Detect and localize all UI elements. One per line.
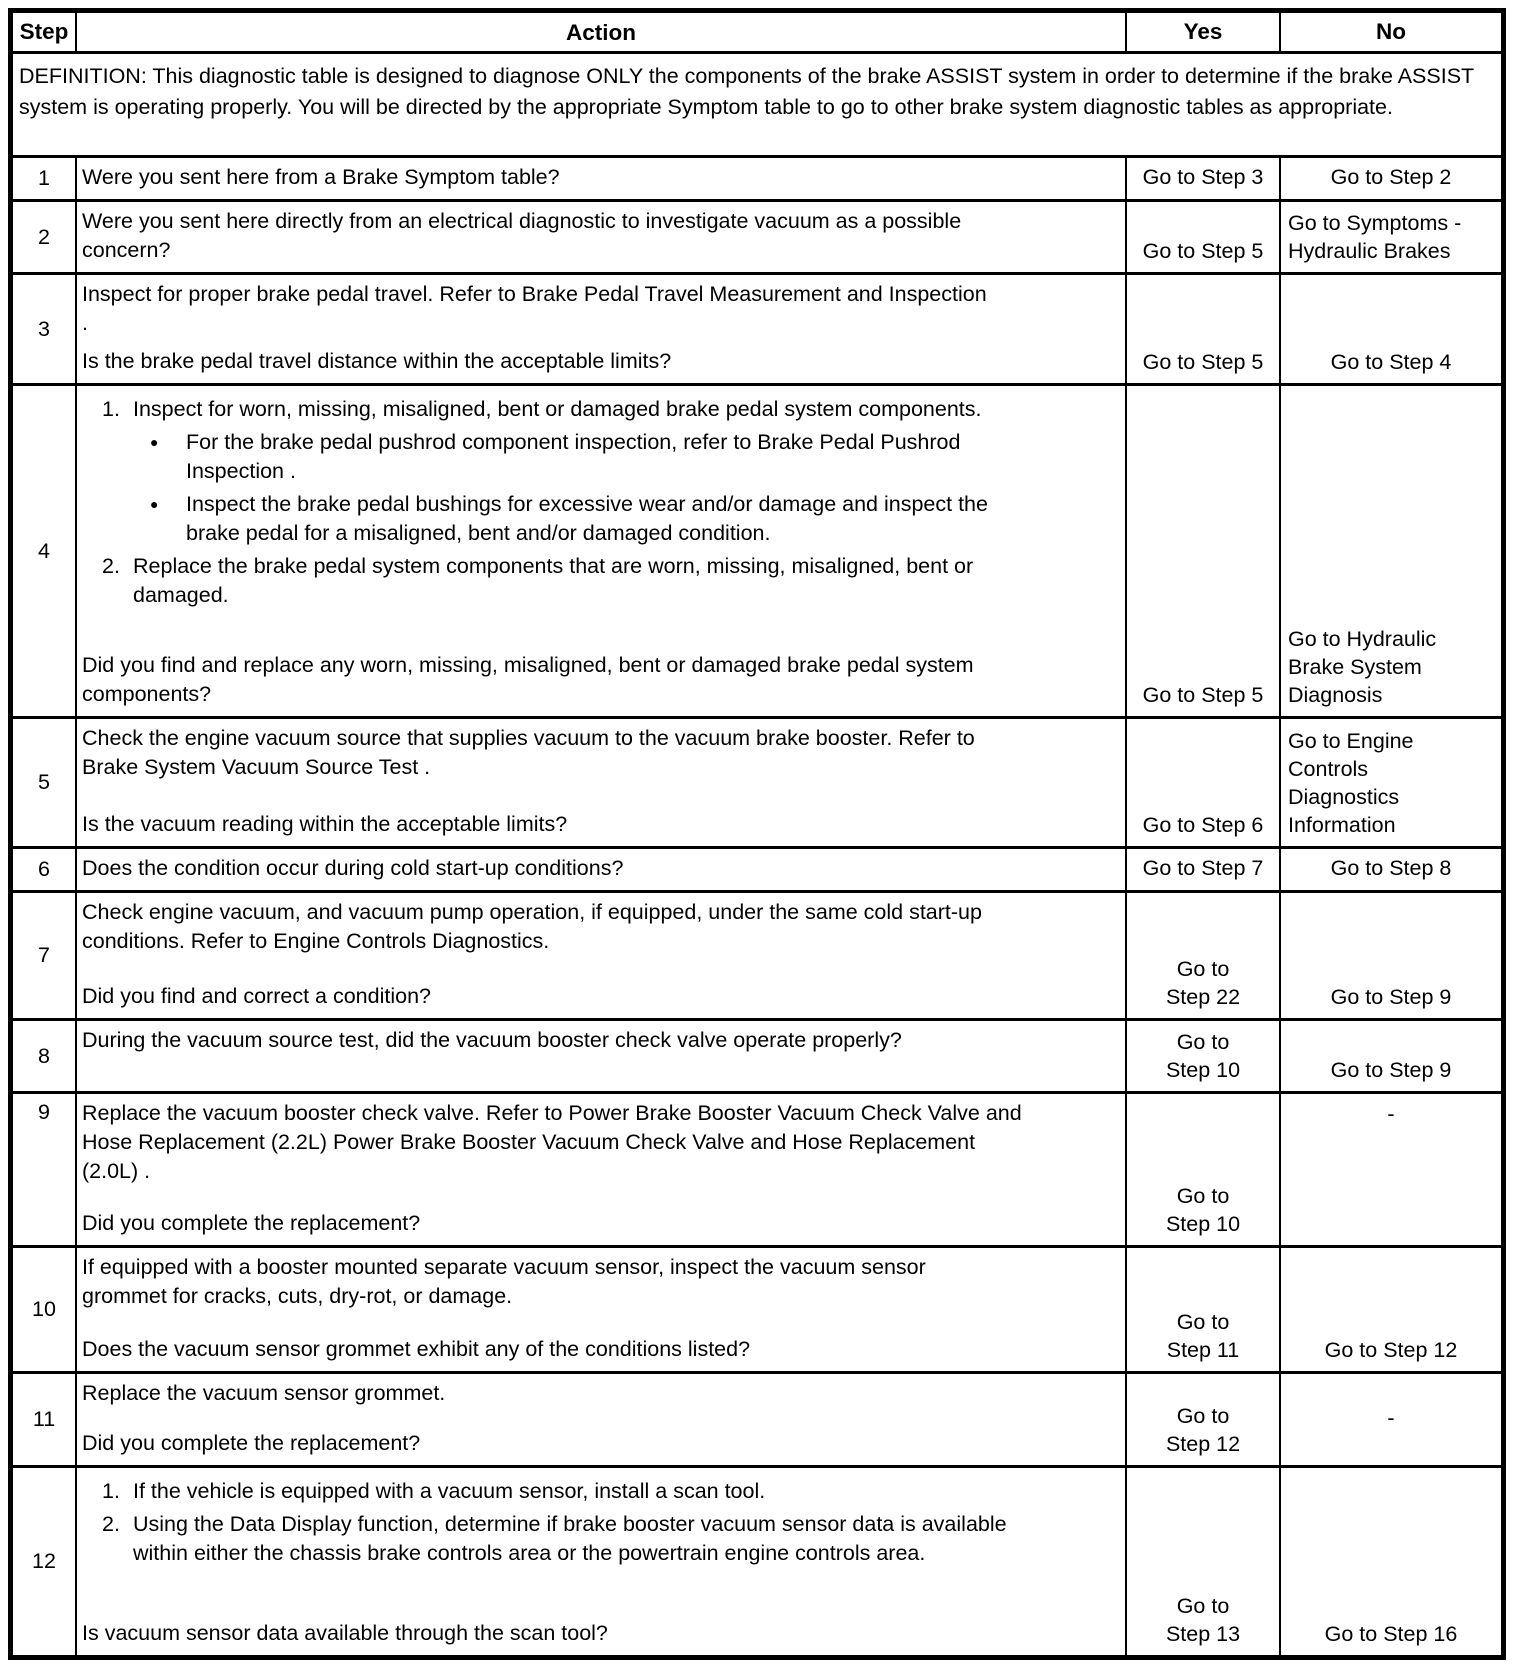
no-cell [1281, 1374, 1501, 1465]
step-number: 4 [13, 386, 77, 716]
no-line: - [1387, 1102, 1395, 1126]
action-cell [77, 1374, 1125, 1465]
table-row [13, 272, 1501, 383]
yes-line: Step 22 [1165, 985, 1241, 1009]
definition-text: DEFINITION: This diagnostic table is designed to diagnose ONLY the components of the brake ASSIST system in order to determine if the brake ASSIST system is operating properly. You will be directed by the appropriate Symptom table to go to other brake system diagnostic tables as appropriate. [19, 64, 1474, 119]
yes-line: Step 11 [1166, 1338, 1240, 1362]
yes-cell [1125, 1021, 1281, 1091]
table-header-row [13, 13, 1501, 51]
no-cell [1281, 158, 1501, 199]
no-line: Go to Step 9 [1330, 985, 1452, 1009]
col-header-step: Step [13, 13, 77, 51]
bullet-icon: ● [150, 434, 159, 450]
yes-cell [1125, 202, 1281, 272]
no-cell [1281, 202, 1501, 272]
table-row [13, 383, 1501, 716]
no-line: Diagnostics [1288, 785, 1400, 809]
bullet-icon: ● [150, 496, 159, 512]
no-cell [1281, 1021, 1501, 1091]
definition-row [13, 51, 1501, 155]
yes-cell [1125, 1468, 1281, 1655]
action-cell [77, 1468, 1125, 1655]
item-text: Inspect for worn, missing, misaligned, bent or damaged brake pedal system components. [133, 397, 982, 421]
numbered-item [82, 552, 1117, 610]
no-line: Diagnosis [1288, 683, 1383, 707]
step-number: 11 [13, 1374, 77, 1465]
numbered-item [82, 395, 1117, 424]
step-number: 9 [13, 1094, 77, 1245]
no-cell [1281, 1468, 1501, 1655]
yes-cell [1125, 1374, 1281, 1465]
table-row [13, 890, 1501, 1018]
step-number: 12 [13, 1468, 77, 1655]
action-text: If equipped with a booster mounted separate vacuum sensor, inspect the vacuum sensor grommet for cracks, cuts, dry-rot, or damage. [82, 1255, 926, 1308]
item-text: If the vehicle is equipped with a vacuum sensor, install a scan tool. [133, 1479, 766, 1503]
action-text: . [82, 311, 88, 335]
step-number: 2 [13, 202, 77, 272]
action-cell [77, 158, 1125, 199]
yes-line: Go to Step 5 [1142, 350, 1264, 374]
no-line: Go to Engine [1288, 729, 1414, 753]
yes-line: Go to Step 6 [1142, 813, 1264, 837]
yes-cell [1125, 386, 1281, 716]
table-row [13, 716, 1501, 846]
action-question: Did you find and correct a condition? [82, 984, 431, 1008]
table-row [13, 199, 1501, 272]
no-line: Go to Step 4 [1330, 350, 1452, 374]
action-cell [77, 202, 1125, 272]
yes-line: Go to Step 5 [1142, 683, 1264, 707]
yes-line: Go to [1176, 957, 1230, 981]
yes-cell [1125, 719, 1281, 846]
no-line: Go to Step 9 [1330, 1058, 1452, 1082]
yes-line: Go to Step 7 [1142, 856, 1264, 880]
item-text: Using the Data Display function, determine if brake booster vacuum sensor data is available within either the chassis brake controls area or the powertrain engine controls area. [133, 1512, 1007, 1565]
action-question: Is the brake pedal travel distance within the acceptable limits? [82, 349, 672, 373]
item-text: Replace the brake pedal system components that are worn, missing, misaligned, bent or damaged. [133, 554, 974, 607]
table-row [13, 846, 1501, 890]
action-cell [77, 849, 1125, 890]
table-row [13, 1465, 1501, 1655]
action-question: Were you sent here from a Brake Symptom table? [82, 165, 560, 189]
action-cell [77, 719, 1125, 846]
yes-line: Go to [1176, 1404, 1230, 1428]
yes-line: Go to [1176, 1594, 1230, 1618]
step-number: 10 [13, 1248, 77, 1371]
yes-line: Go to Step 3 [1142, 165, 1264, 189]
yes-line: Step 12 [1165, 1432, 1241, 1456]
no-line: Go to Step 2 [1330, 165, 1452, 189]
action-question: Did you complete the replacement? [82, 1211, 421, 1235]
yes-line: Step 10 [1165, 1212, 1241, 1236]
yes-line: Go to [1176, 1184, 1230, 1208]
action-cell [77, 1021, 1125, 1091]
bullet-text: For the brake pedal pushrod component inspection, refer to Brake Pedal Pushrod Inspection . [186, 430, 961, 483]
no-line: Hydraulic Brakes [1288, 239, 1451, 263]
yes-cell [1125, 275, 1281, 383]
yes-line: Go to [1176, 1310, 1230, 1334]
no-cell [1281, 1248, 1501, 1371]
step-number: 6 [13, 849, 77, 890]
step-number: 7 [13, 893, 77, 1018]
no-cell [1281, 386, 1501, 716]
yes-line: Step 10 [1165, 1058, 1241, 1082]
item-number: 1. [102, 397, 120, 421]
no-cell [1281, 1094, 1501, 1245]
col-header-action: Action [566, 19, 636, 45]
action-question: Is the vacuum reading within the acceptable limits? [82, 812, 568, 836]
no-line: Go to Step 16 [1324, 1622, 1458, 1646]
yes-cell [1125, 893, 1281, 1018]
table-row [13, 1091, 1501, 1245]
action-question: Is vacuum sensor data available through the scan tool? [82, 1621, 608, 1645]
action-text: Inspect for proper brake pedal travel. Refer to Brake Pedal Travel Measurement and Inspection [82, 282, 987, 306]
col-header-no: No [1376, 19, 1406, 44]
no-cell [1281, 893, 1501, 1018]
yes-line: Step 13 [1165, 1622, 1241, 1646]
action-cell [77, 1094, 1125, 1245]
action-question: Did you complete the replacement? [82, 1431, 421, 1455]
no-line: Go to Hydraulic [1288, 627, 1437, 651]
action-cell [77, 893, 1125, 1018]
action-cell [77, 386, 1125, 716]
yes-cell [1125, 158, 1281, 199]
no-cell [1281, 275, 1501, 383]
action-question: Did you find and replace any worn, missing, misaligned, bent or damaged brake pedal system components? [82, 653, 974, 706]
diagnostic-table [8, 8, 1506, 1660]
action-question: Does the condition occur during cold start-up conditions? [82, 856, 624, 880]
action-text: Replace the vacuum sensor grommet. [82, 1381, 446, 1405]
no-line: Go to Step 12 [1324, 1338, 1458, 1362]
step-number: 3 [13, 275, 77, 383]
no-cell [1281, 719, 1501, 846]
yes-cell [1125, 1094, 1281, 1245]
table-row [13, 1018, 1501, 1091]
no-line: Go to Symptoms - [1288, 211, 1462, 235]
numbered-item [82, 1477, 1117, 1506]
no-line: - [1387, 1406, 1395, 1430]
table-row [13, 155, 1501, 199]
col-header-yes: Yes [1125, 13, 1281, 51]
step-number: 1 [13, 158, 77, 199]
bullet-item [82, 428, 1117, 486]
no-line: Go to Step 8 [1330, 856, 1452, 880]
numbered-item [82, 1510, 1117, 1568]
yes-cell [1125, 1248, 1281, 1371]
no-line: Information [1288, 813, 1396, 837]
yes-line: Go to Step 5 [1142, 239, 1264, 263]
step-number: 8 [13, 1021, 77, 1091]
action-text: Replace the vacuum booster check valve. Refer to Power Brake Booster Vacuum Check Valve and Hose Replacement (2.2L) Power Brake Booster Vacuum Check Valve and Hose Replacement (2.0L) . [82, 1101, 1022, 1183]
bullet-item [82, 490, 1117, 548]
bullet-text: Inspect the brake pedal bushings for excessive wear and/or damage and inspect the brake pedal for a misaligned, bent and/or damaged condition. [186, 492, 988, 545]
yes-cell [1125, 849, 1281, 890]
table-row [13, 1371, 1501, 1465]
no-cell [1281, 849, 1501, 890]
table-row [13, 1245, 1501, 1371]
action-cell [77, 1248, 1125, 1371]
action-question: During the vacuum source test, did the vacuum booster check valve operate properly? [82, 1028, 902, 1052]
action-question: Were you sent here directly from an electrical diagnostic to investigate vacuum as a possible concern? [82, 209, 962, 262]
item-number: 2. [102, 554, 120, 578]
step-number: 5 [13, 719, 77, 846]
action-cell [77, 275, 1125, 383]
item-number: 2. [102, 1512, 120, 1536]
no-line: Controls [1288, 757, 1369, 781]
action-text: Check the engine vacuum source that supplies vacuum to the vacuum brake booster. Refer to Brake System Vacuum Source Test . [82, 726, 975, 779]
no-line: Brake System [1288, 655, 1422, 679]
action-text: Check engine vacuum, and vacuum pump operation, if equipped, under the same cold start-up conditions. Refer to Engine Controls Diagnostics. [82, 900, 982, 953]
item-number: 1. [102, 1479, 120, 1503]
yes-line: Go to [1176, 1030, 1230, 1054]
action-question: Does the vacuum sensor grommet exhibit any of the conditions listed? [82, 1337, 751, 1361]
